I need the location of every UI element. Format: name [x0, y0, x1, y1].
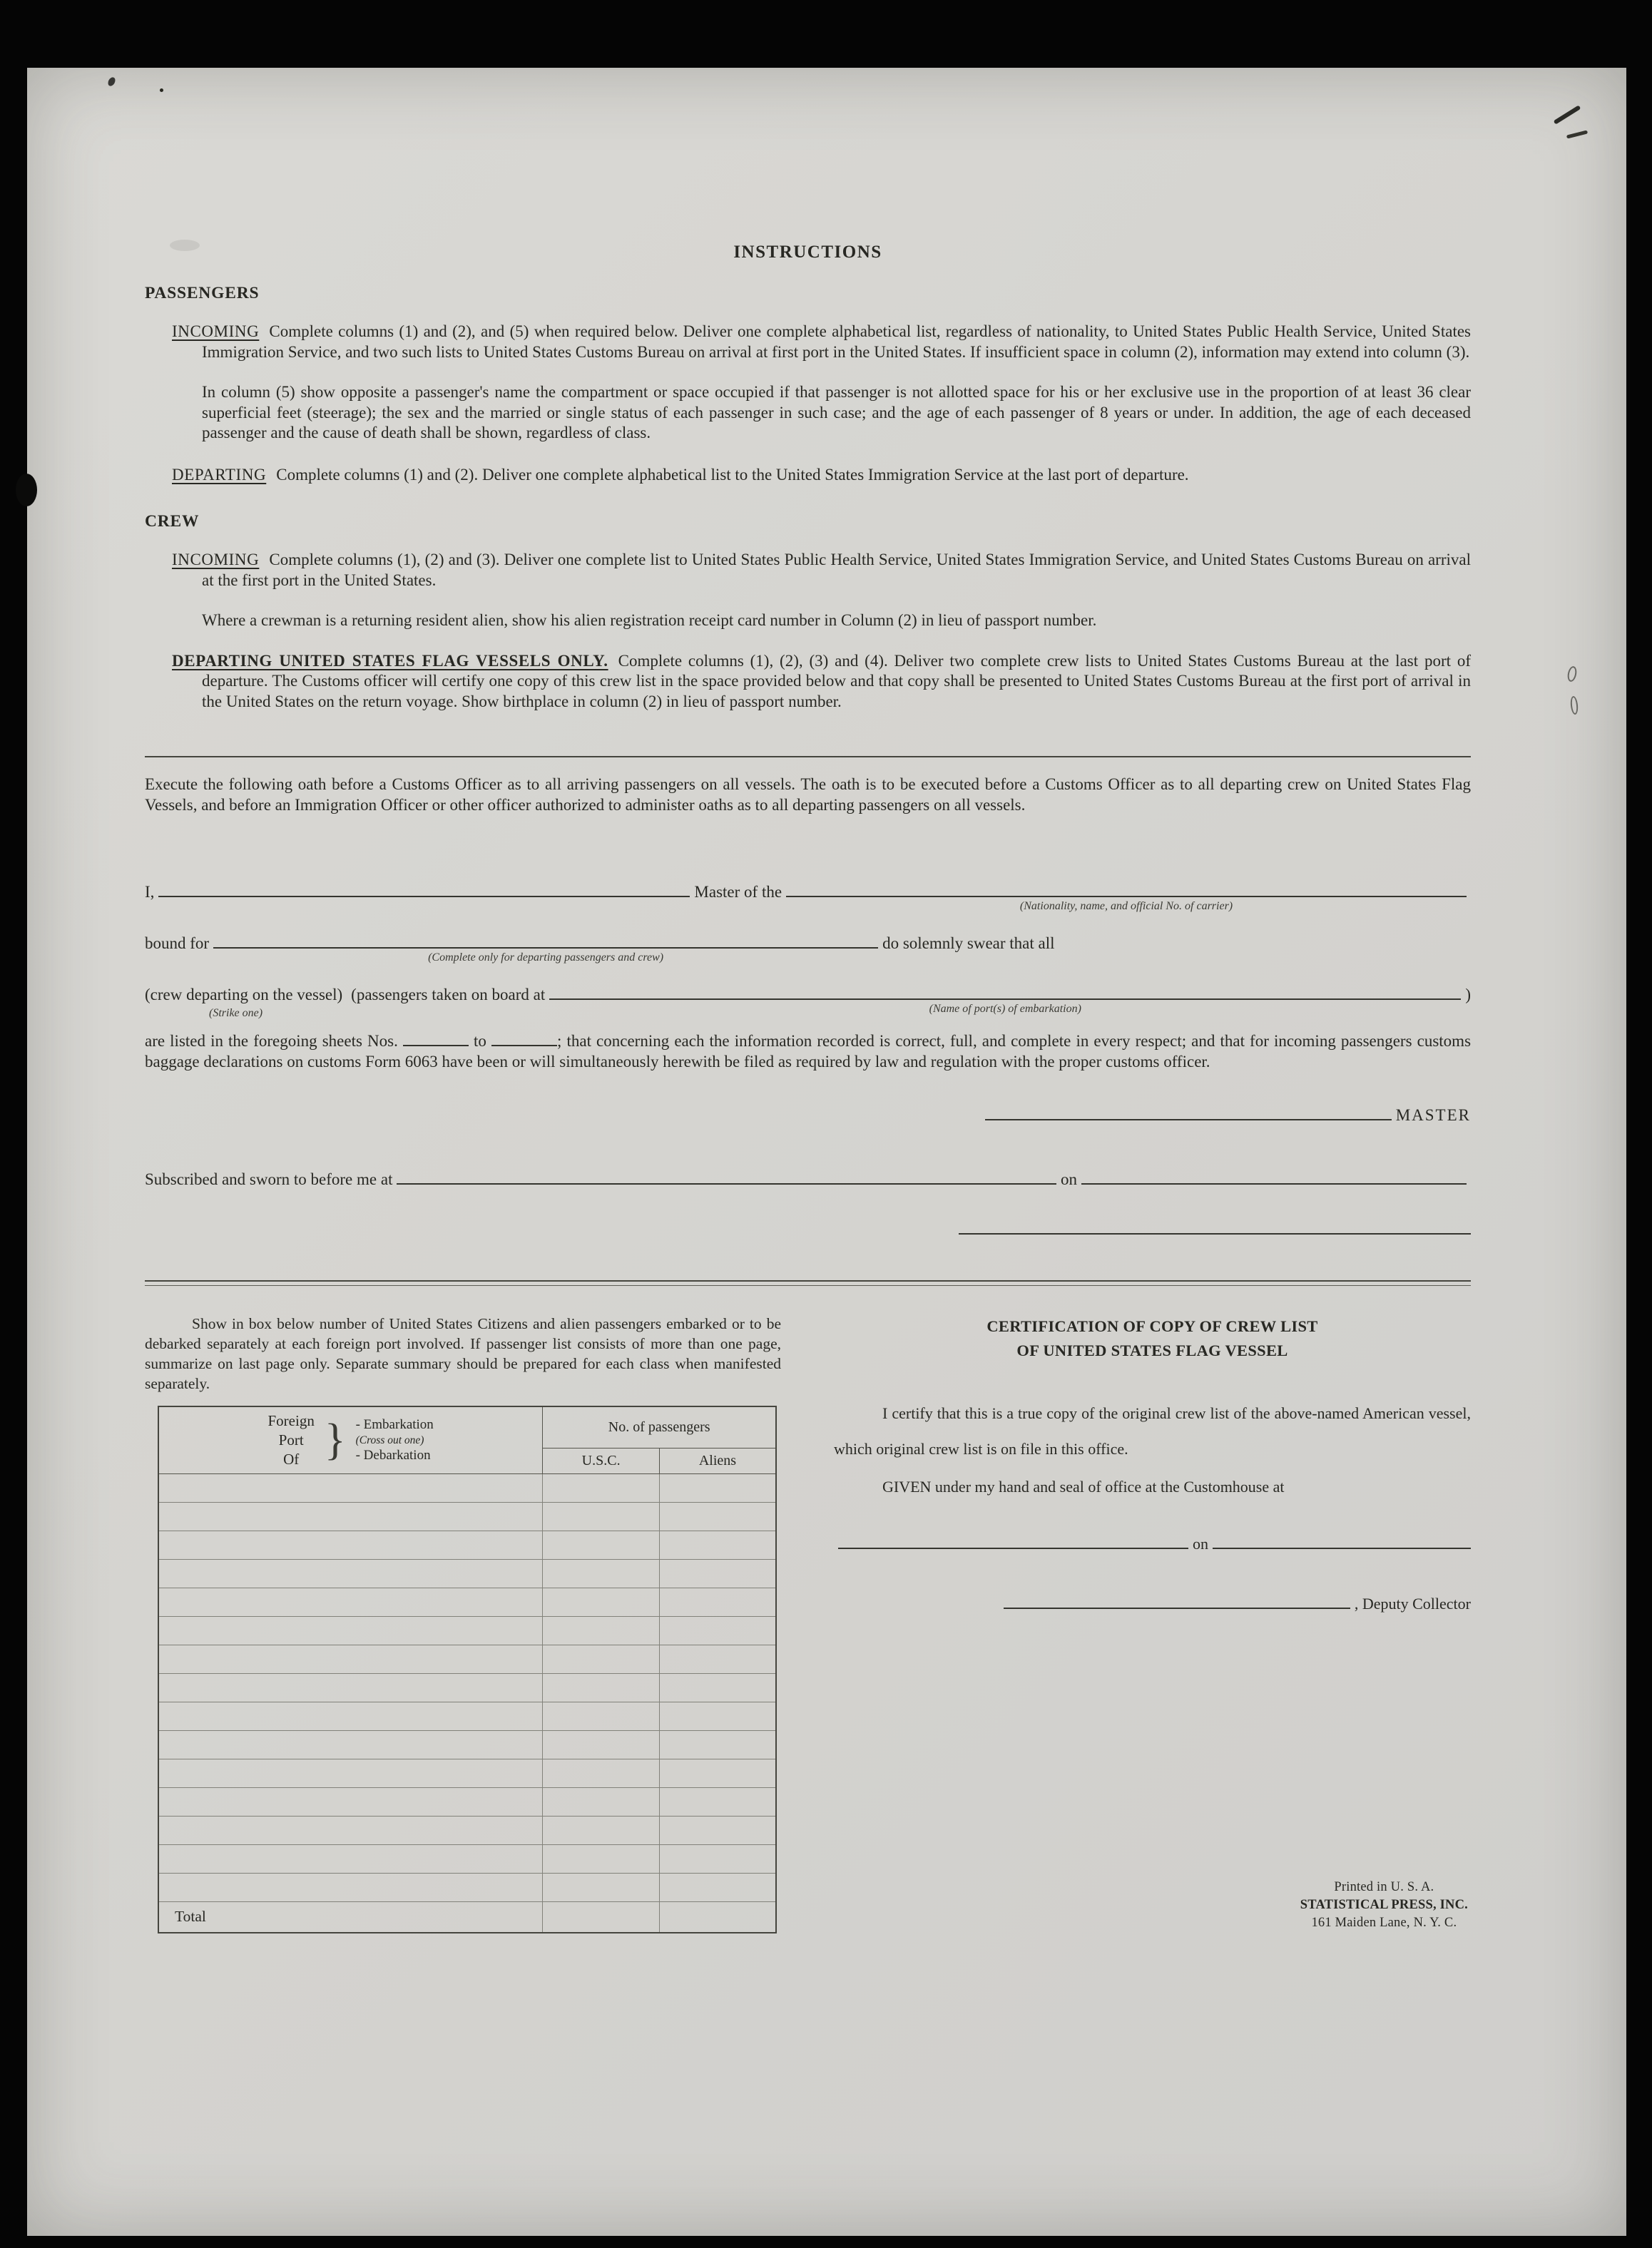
- deputy-signature-blank: [1004, 1608, 1350, 1609]
- oath-line-master: [145, 883, 1471, 913]
- total-row: [158, 1901, 776, 1933]
- passengers-option-label: (passengers taken on board at: [351, 986, 546, 1004]
- table-row: [158, 1588, 776, 1616]
- crew-incoming-note: Where a crewman is a returning resident alien, show his alien registration receipt card number in Column (2) in lieu of passport number.: [202, 611, 1097, 630]
- bound-for-label: bound for: [145, 934, 210, 953]
- port-cell: [158, 1588, 543, 1616]
- port-cell: [158, 1616, 543, 1645]
- master-name-blank: [158, 896, 690, 897]
- usc-cell: [543, 1759, 660, 1787]
- table-row: [158, 1787, 776, 1816]
- departing-text: Complete columns (1) and (2). Deliver one complete alphabetical list to the United States Immigration Service at the last port of departure.: [276, 465, 1189, 484]
- port-cell: [158, 1645, 543, 1673]
- certify-text: I certify that this is a true copy of the original crew list of the above-named American vessel, which original crew list is on file in this office.: [834, 1404, 1471, 1458]
- aliens-cell: [659, 1759, 776, 1787]
- aliens-cell: [659, 1588, 776, 1616]
- port-cell: [158, 1787, 543, 1816]
- bound-for-hint: (Complete only for departing passengers and crew): [428, 951, 664, 964]
- table-row: [158, 1759, 776, 1787]
- cert-on-label: on: [1193, 1534, 1208, 1553]
- total-usc-cell: [543, 1901, 660, 1933]
- table-row: [158, 1873, 776, 1901]
- summary-note: Show in box below number of United States Citizens and alien passengers embarked or to be debarked separately at each foreign port involved. If passenger list consists of more than one page, summarize on last page only. Separate summary should be prepared for each class when manifested separately.: [145, 1315, 781, 1393]
- swear-label: do solemnly swear that all: [882, 934, 1055, 953]
- printer-imprint: [1300, 1879, 1468, 1932]
- debarkation-label: - Debarkation: [355, 1448, 431, 1463]
- imprint-line1: Printed in U. S. A.: [1334, 1879, 1434, 1894]
- bottom-columns: [145, 1314, 1471, 1933]
- port-cell: [158, 1531, 543, 1559]
- i-label: I,: [145, 883, 155, 901]
- section-divider: [145, 756, 1471, 757]
- usc-cell: [543, 1873, 660, 1901]
- oath-listed-paragraph: [145, 1031, 1471, 1072]
- cross-out-hint: (Cross out one): [355, 1434, 424, 1446]
- aliens-header: Aliens: [659, 1448, 776, 1473]
- table-row: [158, 1502, 776, 1531]
- customhouse-place-blank: [838, 1548, 1188, 1549]
- port-cell: [158, 1473, 543, 1502]
- aliens-cell: [659, 1673, 776, 1702]
- crew-incoming-label: INCOMING: [172, 551, 260, 569]
- deputy-collector-line: [834, 1595, 1471, 1613]
- aliens-cell: [659, 1702, 776, 1730]
- table-row: [158, 1531, 776, 1559]
- document-page: [27, 68, 1626, 2236]
- table-row: [158, 1702, 776, 1730]
- aliens-cell: [659, 1816, 776, 1844]
- table-row: [158, 1816, 776, 1844]
- usc-cell: [543, 1702, 660, 1730]
- imprint-line2: STATISTICAL PRESS, INC.: [1300, 1897, 1468, 1912]
- embarkation-port-blank: [549, 998, 1461, 1016]
- passengers-count-header: No. of passengers: [543, 1406, 776, 1448]
- table-row: [158, 1673, 776, 1702]
- cert-date-blank: [1213, 1548, 1471, 1549]
- usc-cell: [543, 1531, 660, 1559]
- aliens-cell: [659, 1844, 776, 1873]
- incoming-label: INCOMING: [172, 322, 260, 340]
- master-title-label: MASTER: [1395, 1106, 1471, 1125]
- crew-departing-text: Complete columns (1), (2), (3) and (4). Deliver two complete crew lists to United States Customs Bureau at the last port of departure. The Customs officer will certify one copy of this crew list in the space provided below and that copy shall be presented to United States Customs Bureau at the first port of arrival in the United States on the return voyage. Show birthplace in column (2) in lieu of passport number.: [202, 651, 1471, 710]
- strike-one-hint: (Strike one): [209, 1007, 263, 1020]
- table-row: [158, 1645, 776, 1673]
- crew-option-label: [145, 986, 343, 1020]
- crew-incoming-paragraph: [172, 550, 1471, 591]
- oath-line-bound-for: [145, 934, 1471, 964]
- crew-departing-paragraph: [172, 651, 1471, 712]
- listed-text-2: ; that concerning each the information recorded is correct, full, and complete in every respect; and that for incoming passengers customs baggage declarations on customs Form 6063 have been or will simultaneously herewith be filed as required by law and regulation with the proper customs officer.: [145, 1032, 1472, 1071]
- carrier-hint: (Nationality, name, and official No. of carrier): [1019, 900, 1233, 913]
- usc-cell: [543, 1502, 660, 1531]
- port-cell: [158, 1759, 543, 1787]
- port-cell: [158, 1873, 543, 1901]
- usc-cell: [543, 1645, 660, 1673]
- departing-label: DEPARTING: [172, 465, 267, 484]
- usc-cell: [543, 1787, 660, 1816]
- foreign-port-words: [268, 1411, 315, 1469]
- incoming-text: Complete columns (1) and (2), and (5) when required below. Deliver one complete alphabetical list, regardless of nationality, to United States Public Health Service, United States Immigration Service, and two such lists to United States Customs Bureau on arrival at first port in the United States. If insufficient space in column (2), information may extend into column (3).: [202, 322, 1471, 361]
- total-label: Total: [158, 1901, 543, 1933]
- sheets-to-blank: [491, 1036, 557, 1046]
- port-cell: [158, 1844, 543, 1873]
- subscribed-label: Subscribed and sworn to before me at: [145, 1170, 393, 1189]
- usc-cell: [543, 1844, 660, 1873]
- certification-column: [781, 1314, 1471, 1933]
- aliens-cell: [659, 1873, 776, 1901]
- given-text: GIVEN under my hand and seal of office at the Customhouse at: [882, 1477, 1285, 1496]
- on-label: on: [1061, 1170, 1077, 1189]
- crew-option-text: (crew departing on the vessel): [145, 986, 343, 1004]
- close-paren: ): [1465, 986, 1471, 1004]
- crew-departing-label: DEPARTING UNITED STATES FLAG VESSELS ONLY.: [172, 651, 608, 670]
- passengers-heading: PASSENGERS: [145, 284, 260, 302]
- master-signature-line: [145, 1106, 1471, 1125]
- aliens-cell: [659, 1616, 776, 1645]
- usc-cell: [543, 1730, 660, 1759]
- usc-cell: [543, 1473, 660, 1502]
- port-hint: (Name of port(s) of embarkation): [929, 1003, 1081, 1016]
- scan-artifact: [160, 88, 163, 92]
- usc-cell: [543, 1588, 660, 1616]
- deputy-collector-label: , Deputy Collector: [1354, 1594, 1471, 1613]
- sworn-place-blank: [397, 1183, 1056, 1185]
- table-row: [158, 1616, 776, 1645]
- passengers-incoming-paragraph: [172, 322, 1471, 362]
- master-of-label: Master of the: [694, 883, 782, 901]
- aliens-cell: [659, 1531, 776, 1559]
- sheets-from-blank: [403, 1036, 469, 1046]
- table-row: [158, 1473, 776, 1502]
- double-divider: [145, 1280, 1471, 1286]
- aliens-cell: [659, 1730, 776, 1759]
- bound-for-blank: [213, 947, 878, 964]
- certification-title-line2: OF UNITED STATES FLAG VESSEL: [1016, 1342, 1288, 1359]
- scan-artifact: [16, 474, 37, 506]
- crew-incoming-text: Complete columns (1), (2) and (3). Deliver one complete list to United States Public Health Service, United States Immigration Service, and United States Customs Bureau on arrival at the first port in the United States.: [202, 551, 1471, 589]
- customhouse-date-line: [834, 1535, 1471, 1553]
- page-title: INSTRUCTIONS: [733, 242, 882, 262]
- carrier-blank: [786, 896, 1467, 913]
- usc-cell: [543, 1673, 660, 1702]
- usc-cell: [543, 1559, 660, 1588]
- port-cell: [158, 1673, 543, 1702]
- foreign-port-header-cell: [158, 1406, 543, 1473]
- certification-title: [834, 1314, 1471, 1363]
- subscribed-line: [145, 1170, 1471, 1189]
- certification-title-line1: CERTIFICATION OF COPY OF CREW LIST: [986, 1317, 1318, 1336]
- master-signature-blank: [985, 1119, 1392, 1120]
- brace-glyph: }: [324, 1415, 346, 1464]
- officer-signature-blank: [959, 1233, 1471, 1235]
- crew-heading: CREW: [145, 512, 200, 531]
- passengers-incoming-note: In column (5) show opposite a passenger's name the compartment or space occupied if that passenger is not allotted space for his or her exclusive use in the proportion of at least 36 clear superficial feet (steerage); the sex and the married or single status of each passenger in such case; and the age of each passenger of 8 years or under. In addition, the age of each deceased passenger and the cause of death shall be shown, regardless of class.: [202, 383, 1471, 442]
- port-cell: [158, 1559, 543, 1588]
- total-aliens-cell: [659, 1901, 776, 1933]
- sworn-date-blank: [1081, 1183, 1467, 1185]
- usc-cell: [543, 1616, 660, 1645]
- aliens-cell: [659, 1645, 776, 1673]
- of-word: Of: [283, 1450, 300, 1468]
- table-row: [158, 1844, 776, 1873]
- aliens-cell: [659, 1473, 776, 1502]
- table-row: [158, 1730, 776, 1759]
- oath-line-options: [145, 986, 1471, 1020]
- port-cell: [158, 1816, 543, 1844]
- officer-signature-line: [145, 1233, 1471, 1239]
- aliens-cell: [659, 1559, 776, 1588]
- embarkation-label: - Embarkation: [355, 1416, 434, 1432]
- foreign-word: Foreign: [267, 1412, 315, 1429]
- scan-artifact: [170, 240, 200, 251]
- table-row: [158, 1559, 776, 1588]
- imprint-line3: 161 Maiden Lane, N. Y. C.: [1311, 1915, 1457, 1930]
- summary-table: [158, 1406, 777, 1933]
- listed-text-1: are listed in the foregoing sheets Nos.: [145, 1032, 398, 1051]
- usc-cell: [543, 1816, 660, 1844]
- port-cell: [158, 1730, 543, 1759]
- port-word: Port: [278, 1431, 304, 1449]
- listed-to-label: to: [474, 1032, 486, 1051]
- embark-debark-labels: [356, 1416, 434, 1464]
- port-cell: [158, 1702, 543, 1730]
- summary-column: [145, 1314, 781, 1933]
- summary-table-body: [158, 1473, 776, 1901]
- usc-header: U.S.C.: [543, 1448, 660, 1473]
- oath-intro: Execute the following oath before a Customs Officer as to all arriving passengers on all vessels. The oath is to be executed before a Customs Officer as to all departing crew on United States Flag Vessels, and before an Immigration Officer or other officer authorized to administer oaths as to all departing passengers on all vessels.: [145, 775, 1471, 814]
- aliens-cell: [659, 1502, 776, 1531]
- aliens-cell: [659, 1787, 776, 1816]
- passengers-departing-paragraph: [172, 465, 1471, 486]
- port-cell: [158, 1502, 543, 1531]
